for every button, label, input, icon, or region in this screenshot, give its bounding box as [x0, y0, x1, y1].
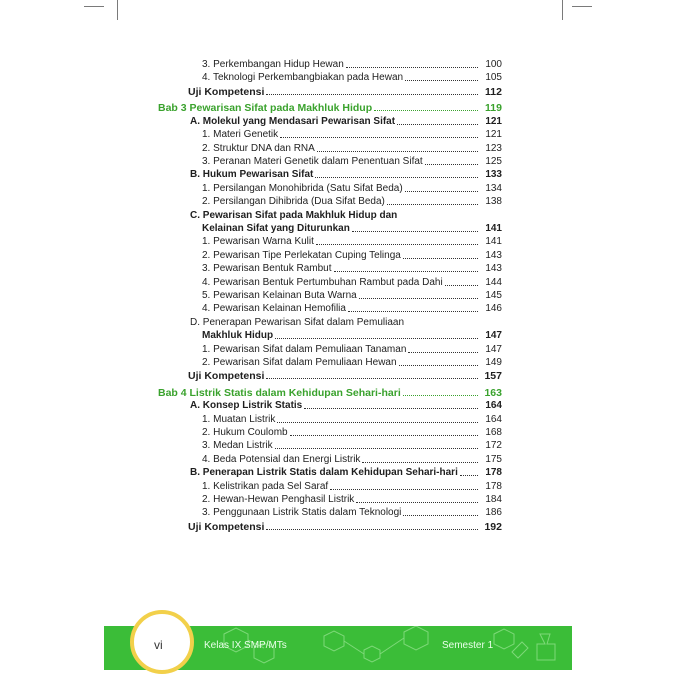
toc-subsection-row: [202, 506, 502, 520]
dot-leader: [334, 262, 478, 272]
toc-section-row: [190, 316, 502, 330]
toc-page-number: 168: [485, 427, 502, 438]
toc-page-number: 141: [485, 236, 502, 248]
dot-leader: [403, 386, 478, 396]
toc-entry-label: A. Konsep Listrik Statis: [190, 400, 303, 412]
toc-subsection-row: [202, 356, 502, 370]
dot-leader: [348, 302, 478, 312]
toc-page-number: 186: [485, 507, 502, 519]
toc-subsection-row: [202, 493, 502, 507]
dot-leader: [275, 329, 478, 339]
toc-page-number: 184: [485, 494, 502, 505]
dot-leader: [280, 128, 478, 138]
toc-subsection-row: [202, 71, 502, 85]
toc-section-row: [190, 168, 502, 182]
toc-page-number: 112: [485, 85, 502, 98]
toc-entry-label: B. Penerapan Listrik Statis dalam Kehidupan Sehari-hari: [190, 467, 458, 479]
toc-entry-label: Bab 4 Listrik Statis dalam Kehidupan Sehari-hari: [158, 386, 401, 399]
toc-page-number: 119: [485, 102, 502, 115]
dot-leader: [266, 85, 478, 95]
toc-page-number: 175: [485, 453, 502, 465]
toc-page-number: 145: [485, 289, 502, 301]
dot-leader: [317, 142, 478, 152]
toc-subsection-row: [202, 182, 502, 196]
toc-subsection-row: [202, 58, 502, 72]
dot-leader: [460, 466, 478, 476]
toc-entry-label: A. Molekul yang Mendasari Pewarisan Sifat: [190, 115, 396, 127]
footer-semester-label: Semester 1: [442, 640, 494, 651]
toc-subsection-row: [202, 249, 502, 263]
toc-page-number: 172: [485, 440, 502, 452]
toc-subsection-row: [202, 426, 502, 440]
toc-page-number: 147: [485, 343, 502, 355]
toc-entry-label: 4. Pewarisan Kelainan Hemofilia: [202, 303, 346, 315]
toc-subsection-row: [202, 343, 502, 357]
toc-entry-label: 2. Persilangan Dihibrida (Dua Sifat Beda): [202, 196, 385, 208]
crop-mark-top-left-vertical: [117, 0, 118, 20]
dot-leader: [408, 343, 478, 353]
toc-chapter-row: [158, 101, 502, 115]
toc-subsection-row: [202, 195, 502, 209]
dot-leader: [425, 155, 478, 165]
toc-entry-label: C. Pewarisan Sifat pada Makhluk Hidup dan: [190, 209, 398, 221]
toc-page-number: 105: [485, 72, 502, 84]
dot-leader: [403, 249, 478, 259]
toc-entry-label: Uji Kompetensi: [188, 520, 265, 533]
dot-leader: [315, 168, 478, 178]
toc-subsection-row: [202, 235, 502, 249]
toc-page-number: 143: [485, 249, 502, 261]
toc-page-number: 149: [485, 356, 502, 368]
toc-entry-label: 3. Penggunaan Listrik Statis dalam Teknologi: [202, 507, 402, 519]
toc-entry-label: 1. Muatan Listrik: [202, 413, 276, 425]
toc-entry-label: 2. Struktur DNA dan RNA: [202, 142, 315, 154]
dot-leader: [387, 195, 478, 205]
toc-entry-label: 1. Kelistrikan pada Sel Saraf: [202, 480, 329, 492]
toc-entry-label: Kelainan Sifat yang Diturunkan: [202, 222, 350, 234]
dot-leader: [275, 439, 478, 449]
toc-page-number: 138: [485, 196, 502, 208]
toc-entry-label: 1. Pewarisan Sifat dalam Pemuliaan Tanaman: [202, 343, 407, 355]
toc-page-number: 147: [485, 330, 502, 342]
toc-page-number: 134: [485, 182, 502, 194]
toc-chapter-row: [158, 386, 502, 400]
toc-section-row: [190, 466, 502, 480]
dot-leader: [277, 413, 478, 423]
dot-leader: [352, 222, 478, 232]
toc-page-number: 163: [484, 386, 502, 399]
toc-page-number: 144: [485, 276, 502, 288]
dot-leader: [362, 453, 478, 463]
dot-leader: [399, 356, 478, 366]
toc-page-number: 133: [485, 169, 502, 181]
toc-page-number: 164: [485, 413, 502, 425]
toc-subsection-row: [202, 289, 502, 303]
toc-subsection-row: [202, 155, 502, 169]
toc-subsection-row: [202, 302, 502, 316]
toc-entry-label: B. Hukum Pewarisan Sifat: [190, 169, 314, 181]
toc-entry-label: 3. Medan Listrik: [202, 440, 273, 452]
toc-subsection-row: [202, 142, 502, 156]
toc-entry-label: 1. Persilangan Monohibrida (Satu Sifat Beda): [202, 182, 403, 194]
toc-entry-label: 4. Teknologi Perkembangbiakan pada Hewan: [202, 72, 404, 84]
toc-entry-label: 2. Pewarisan Sifat dalam Pemuliaan Hewan: [202, 356, 397, 368]
toc-page-number: 178: [485, 480, 502, 492]
toc-page-number: 164: [485, 400, 502, 412]
toc-entry-label: 1. Pewarisan Warna Kulit: [202, 236, 314, 248]
toc-page-number: 123: [485, 142, 502, 154]
toc-subsection-row: [202, 439, 502, 453]
toc-subsection-row: [202, 413, 502, 427]
toc-subsection-row: [202, 453, 502, 467]
toc-entry-label: 2. Pewarisan Tipe Perlekatan Cuping Telinga: [202, 249, 401, 261]
toc-subsection-row: [202, 128, 502, 142]
toc-assessment-row: [188, 520, 502, 534]
toc-page-number: 178: [485, 467, 502, 479]
dot-leader: [405, 71, 478, 81]
toc-entry-label: 4. Beda Potensial dan Energi Listrik: [202, 453, 361, 465]
toc-page-number: 143: [485, 263, 502, 275]
toc-entry-label: Uji Kompetensi: [188, 370, 265, 383]
toc-section-row: [190, 209, 502, 223]
dot-leader: [316, 235, 478, 245]
toc-entry-label: 2. Hewan-Hewan Penghasil Listrik: [202, 494, 355, 505]
dot-leader: [405, 182, 478, 192]
toc-subsection-row: [202, 262, 502, 276]
toc-entry-label: D. Penerapan Pewarisan Sifat dalam Pemuliaan: [190, 316, 405, 328]
toc-section-row: [202, 329, 502, 343]
dot-leader: [356, 493, 478, 503]
dot-leader: [397, 115, 478, 125]
dot-leader: [445, 276, 478, 286]
toc-section-row: [190, 115, 502, 129]
toc-page-number: 192: [484, 520, 502, 533]
toc-page-number: 121: [485, 129, 502, 141]
toc-assessment-row: [188, 85, 502, 99]
toc-page-number: 121: [485, 115, 502, 127]
toc-entry-label: Bab 3 Pewarisan Sifat pada Makhluk Hidup: [158, 102, 373, 115]
crop-mark-top-right: [572, 6, 592, 7]
dot-leader: [359, 289, 478, 299]
toc-entry-label: 1. Materi Genetik: [202, 129, 279, 141]
toc-entry-label: 5. Pewarisan Kelainan Buta Warna: [202, 289, 357, 301]
footer-class-label: Kelas IX SMP/MTs: [204, 640, 287, 651]
dot-leader: [266, 369, 478, 379]
toc-entry-label: 3. Pewarisan Bentuk Rambut: [202, 263, 332, 275]
dot-leader: [330, 480, 478, 490]
dot-leader: [403, 506, 478, 516]
dot-leader: [304, 399, 478, 409]
dot-leader: [290, 426, 478, 436]
dot-leader: [346, 58, 478, 68]
toc-page-number: 141: [485, 222, 502, 234]
toc-entry-label: 3. Perkembangan Hidup Hewan: [202, 59, 344, 70]
toc-assessment-row: [188, 369, 502, 383]
toc-page-number: 157: [484, 370, 502, 383]
crop-mark-top-right-vertical: [562, 0, 563, 20]
toc-section-row: [190, 399, 502, 413]
toc-subsection-row: [202, 276, 502, 290]
dot-leader: [266, 520, 478, 530]
page-number: vi: [154, 638, 163, 652]
toc-page-number: 100: [485, 59, 502, 70]
toc-entry-label: Makhluk Hidup: [202, 330, 274, 342]
crop-mark-top-left: [84, 6, 104, 7]
toc-page-number: 125: [485, 155, 502, 167]
toc-entry-label: 4. Pewarisan Bentuk Pertumbuhan Rambut pada Dahi: [202, 276, 443, 288]
toc-entry-label: 3. Peranan Materi Genetik dalam Penentuan Sifat: [202, 155, 423, 167]
toc-section-row: [202, 222, 502, 236]
toc-page-number: 146: [485, 303, 502, 315]
toc-entry-label: Uji Kompetensi: [188, 85, 265, 98]
dot-leader: [374, 101, 478, 111]
toc-entry-label: 2. Hukum Coulomb: [202, 427, 288, 438]
toc-subsection-row: [202, 480, 502, 494]
